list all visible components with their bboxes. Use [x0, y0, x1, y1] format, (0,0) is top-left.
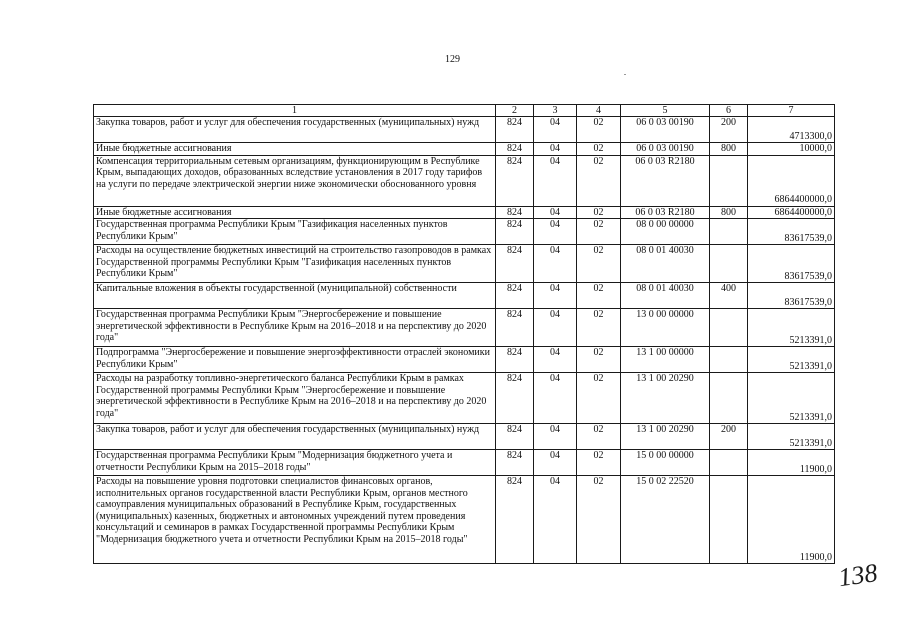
- row-code-4: 02: [577, 424, 621, 450]
- row-code-4: 02: [577, 450, 621, 476]
- header-col-4: 4: [577, 105, 621, 117]
- row-amount: 5213391,0: [748, 347, 835, 373]
- table-row: [94, 117, 835, 143]
- row-code-3: 04: [534, 143, 577, 156]
- row-code-3: 04: [534, 424, 577, 450]
- table-row: [94, 373, 835, 424]
- row-name: Закупка товаров, работ и услуг для обеспечения государственных (муниципальных) нужд: [94, 117, 496, 143]
- table-row: [94, 283, 835, 309]
- header-col-7: 7: [748, 105, 835, 117]
- row-code-4: 02: [577, 219, 621, 245]
- row-name: Государственная программа Республики Крым "Модернизация бюджетного учета и отчетности Республики Крым на 2015–2018 годы": [94, 450, 496, 476]
- row-code-3: 04: [534, 245, 577, 283]
- row-code-6: 800: [710, 143, 748, 156]
- row-code-4: 02: [577, 373, 621, 424]
- row-amount: 5213391,0: [748, 309, 835, 347]
- row-code-5: 06 0 03 00190: [621, 143, 710, 156]
- header-col-6: 6: [710, 105, 748, 117]
- header-row: [94, 105, 835, 117]
- scan-speck: [624, 74, 626, 75]
- table-row: [94, 143, 835, 156]
- row-code-3: 04: [534, 206, 577, 219]
- row-amount: 10000,0: [748, 143, 835, 156]
- table-row: [94, 309, 835, 347]
- row-amount: 11900,0: [748, 450, 835, 476]
- row-code-4: 02: [577, 347, 621, 373]
- row-code-4: 02: [577, 309, 621, 347]
- handwritten-page-number: [836, 556, 880, 593]
- row-code-6: [710, 347, 748, 373]
- row-name: Закупка товаров, работ и услуг для обеспечения государственных (муниципальных) нужд: [94, 424, 496, 450]
- row-code-6: 200: [710, 424, 748, 450]
- row-name: Государственная программа Республики Крым "Газификация населенных пунктов Республики Крым": [94, 219, 496, 245]
- row-amount: 5213391,0: [748, 373, 835, 424]
- row-code-4: 02: [577, 245, 621, 283]
- row-code-2: 824: [496, 283, 534, 309]
- row-amount: 4713300,0: [748, 117, 835, 143]
- row-code-5: 08 0 00 00000: [621, 219, 710, 245]
- row-amount: 11900,0: [748, 476, 835, 564]
- row-code-3: 04: [534, 155, 577, 206]
- row-code-6: [710, 450, 748, 476]
- table-row: [94, 424, 835, 450]
- row-code-3: 04: [534, 347, 577, 373]
- table-row: [94, 155, 835, 206]
- row-amount: 83617539,0: [748, 283, 835, 309]
- row-code-6: [710, 373, 748, 424]
- budget-table: [93, 104, 835, 564]
- page-number: 129: [445, 54, 460, 65]
- row-code-2: 824: [496, 347, 534, 373]
- row-code-2: 824: [496, 245, 534, 283]
- row-code-6: [710, 245, 748, 283]
- header-col-1: 1: [94, 105, 496, 117]
- row-code-5: 13 1 00 20290: [621, 424, 710, 450]
- svg-text:138: 138: [836, 558, 880, 593]
- row-code-5: 06 0 03 00190: [621, 117, 710, 143]
- row-amount: 5213391,0: [748, 424, 835, 450]
- row-code-2: 824: [496, 219, 534, 245]
- row-code-4: 02: [577, 476, 621, 564]
- row-code-5: 13 1 00 00000: [621, 347, 710, 373]
- row-code-6: [710, 155, 748, 206]
- row-code-2: 824: [496, 117, 534, 143]
- row-name: Капитальные вложения в объекты государственной (муниципальной) собственности: [94, 283, 496, 309]
- row-code-6: 400: [710, 283, 748, 309]
- row-code-5: 06 0 03 R2180: [621, 206, 710, 219]
- row-name: Иные бюджетные ассигнования: [94, 143, 496, 156]
- row-amount: 83617539,0: [748, 219, 835, 245]
- row-code-6: 800: [710, 206, 748, 219]
- row-code-4: 02: [577, 143, 621, 156]
- row-amount: 6864400000,0: [748, 155, 835, 206]
- row-code-5: 13 1 00 20290: [621, 373, 710, 424]
- row-code-5: 15 0 02 22520: [621, 476, 710, 564]
- row-code-5: 08 0 01 40030: [621, 245, 710, 283]
- row-code-2: 824: [496, 476, 534, 564]
- table-row: [94, 219, 835, 245]
- row-code-3: 04: [534, 117, 577, 143]
- row-code-2: 824: [496, 143, 534, 156]
- row-amount: 6864400000,0: [748, 206, 835, 219]
- row-code-3: 04: [534, 476, 577, 564]
- row-code-3: 04: [534, 450, 577, 476]
- row-code-4: 02: [577, 283, 621, 309]
- row-code-4: 02: [577, 155, 621, 206]
- row-code-5: 15 0 00 00000: [621, 450, 710, 476]
- row-code-6: [710, 219, 748, 245]
- row-code-4: 02: [577, 206, 621, 219]
- row-code-2: 824: [496, 373, 534, 424]
- header-col-2: 2: [496, 105, 534, 117]
- table-row: [94, 476, 835, 564]
- row-code-2: 824: [496, 450, 534, 476]
- row-code-6: [710, 476, 748, 564]
- header-col-3: 3: [534, 105, 577, 117]
- row-code-3: 04: [534, 373, 577, 424]
- row-name: Расходы на разработку топливно-энергетического баланса Республики Крым в рамках Государственной программы Республики Крым "Энергосбережение и повышение энергетической эффективности в Республике Крым на 2016–2018 и на перспективу до 2020 года": [94, 373, 496, 424]
- row-code-5: 06 0 03 R2180: [621, 155, 710, 206]
- row-name: Компенсация территориальным сетевым организациям, функционирующим в Республике Крым, выпадающих доходов, образованных вследствие установления в 2017 году тарифов на услуги по передаче электрической энергии ниже экономически обоснованного уровня: [94, 155, 496, 206]
- table-row: [94, 245, 835, 283]
- row-name: Расходы на осуществление бюджетных инвестиций на строительство газопроводов в рамках Государственной программы Республики Крым "Газификация населенных пунктов Республики Крым": [94, 245, 496, 283]
- row-code-2: 824: [496, 424, 534, 450]
- row-code-6: 200: [710, 117, 748, 143]
- row-code-2: 824: [496, 155, 534, 206]
- table-row: [94, 206, 835, 219]
- row-name: Государственная программа Республики Крым "Энергосбережение и повышение энергетической эффективности в Республике Крым на 2016–2018 и на перспективу до 2020 года": [94, 309, 496, 347]
- table-row: [94, 450, 835, 476]
- row-code-3: 04: [534, 219, 577, 245]
- row-code-5: 08 0 01 40030: [621, 283, 710, 309]
- row-name: Расходы на повышение уровня подготовки специалистов финансовых органов, исполнительных органов государственной власти Республики Крым, органов местного самоуправления муниципальных образований в Республике Крым, государственных (муниципальных) казенных, бюджетных и автономных учреждений путем проведения консультаций и семинаров в рамках Государственной программы Республики Крым "Модернизация бюджетного учета и отчетности Республики Крым на 2015–2018 годы": [94, 476, 496, 564]
- row-code-5: 13 0 00 00000: [621, 309, 710, 347]
- row-code-6: [710, 309, 748, 347]
- row-amount: 83617539,0: [748, 245, 835, 283]
- row-code-2: 824: [496, 309, 534, 347]
- row-code-3: 04: [534, 283, 577, 309]
- row-code-3: 04: [534, 309, 577, 347]
- row-code-4: 02: [577, 117, 621, 143]
- row-name: Иные бюджетные ассигнования: [94, 206, 496, 219]
- table-row: [94, 347, 835, 373]
- header-col-5: 5: [621, 105, 710, 117]
- row-code-2: 824: [496, 206, 534, 219]
- row-name: Подпрограмма "Энергосбережение и повышение энергоэффективности отраслей экономики Республики Крым": [94, 347, 496, 373]
